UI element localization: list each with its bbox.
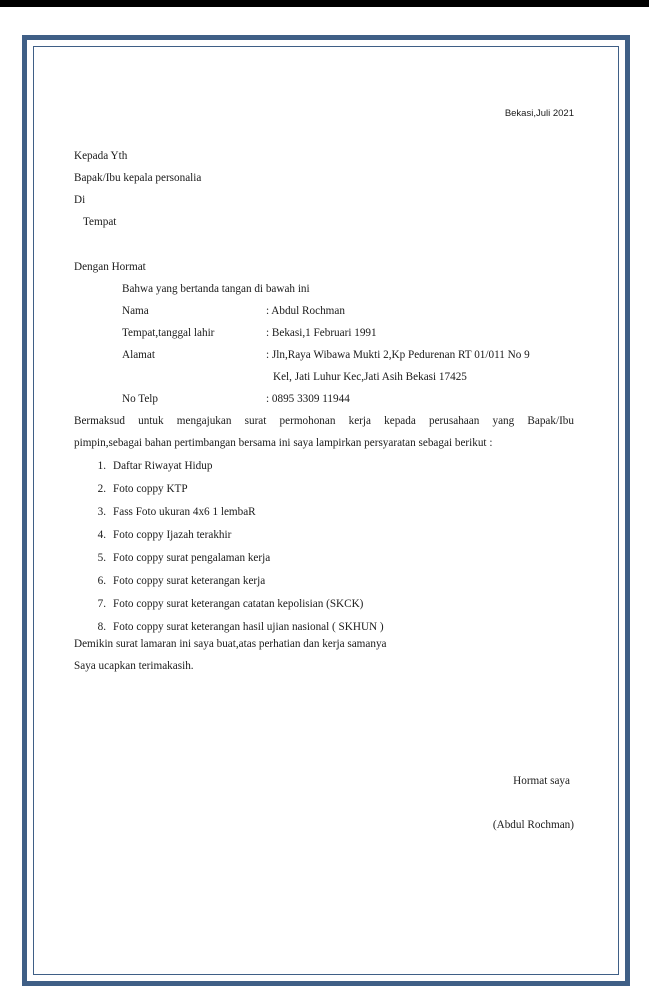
purpose-paragraph-line1: Bermaksud untuk mengajukan surat permohonan kerja kepada perusahaan yang Bapak/Ibu bbox=[74, 415, 574, 427]
list-number: 7. bbox=[97, 598, 106, 610]
recipient-line: Bapak/Ibu kepala personalia bbox=[74, 172, 202, 184]
recipient-line: Di bbox=[74, 194, 86, 206]
recipient-line: Tempat bbox=[83, 216, 117, 228]
field-value-alamat-cont: Kel, Jati Luhur Kec,Jati Asih Bekasi 17425 bbox=[273, 371, 467, 383]
list-text: Foto coppy surat keterangan kerja bbox=[113, 575, 266, 587]
field-label-telp: No Telp bbox=[122, 393, 158, 405]
signature-name: (Abdul Rochman) bbox=[492, 819, 574, 831]
recipient-line: Kepada Yth bbox=[74, 150, 128, 162]
place-date: Bekasi,Juli 2021 bbox=[504, 108, 574, 119]
list-text: Foto coppy surat keterangan hasil ujian nasional ( SKHUN ) bbox=[113, 621, 384, 633]
list-number: 2. bbox=[97, 483, 106, 495]
closing-line: Demikin surat lamaran ini saya buat,atas perhatian dan kerja samanya bbox=[74, 638, 387, 650]
field-label-nama: Nama bbox=[122, 305, 149, 317]
list-number: 5. bbox=[97, 552, 106, 564]
field-label-alamat: Alamat bbox=[122, 349, 155, 361]
list-number: 6. bbox=[97, 575, 106, 587]
letter-page bbox=[74, 0, 574, 1000]
list-text: Foto coppy surat pengalaman kerja bbox=[113, 552, 271, 564]
field-value-alamat: : Jln,Raya Wibawa Mukti 2,Kp Pedurenan RT 01/011 No 9 bbox=[266, 349, 530, 361]
greeting: Dengan Hormat bbox=[74, 261, 146, 273]
signoff: Hormat saya bbox=[513, 775, 570, 787]
list-text: Daftar Riwayat Hidup bbox=[113, 460, 213, 472]
list-text: Fass Foto ukuran 4x6 1 lembaR bbox=[113, 506, 256, 518]
field-value-nama: : Abdul Rochman bbox=[266, 305, 345, 317]
list-number: 8. bbox=[97, 621, 106, 633]
list-text: Foto coppy surat keterangan catatan kepolisian (SKCK) bbox=[113, 598, 364, 610]
intro-text: Bahwa yang bertanda tangan di bawah ini bbox=[122, 283, 310, 295]
list-text: Foto coppy Ijazah terakhir bbox=[113, 529, 232, 541]
list-text: Foto coppy KTP bbox=[113, 483, 188, 495]
list-number: 4. bbox=[97, 529, 106, 541]
field-label-ttl: Tempat,tanggal lahir bbox=[122, 327, 215, 339]
closing-line: Saya ucapkan terimakasih. bbox=[74, 660, 194, 672]
field-value-telp: : 0895 3309 11944 bbox=[266, 393, 350, 405]
field-value-ttl: : Bekasi,1 Februari 1991 bbox=[266, 327, 377, 339]
list-number: 1. bbox=[97, 460, 106, 472]
list-number: 3. bbox=[97, 506, 106, 518]
purpose-paragraph-line2: pimpin,sebagai bahan pertimbangan bersama ini saya lampirkan persyaratan sebagai berikut : bbox=[74, 437, 493, 449]
